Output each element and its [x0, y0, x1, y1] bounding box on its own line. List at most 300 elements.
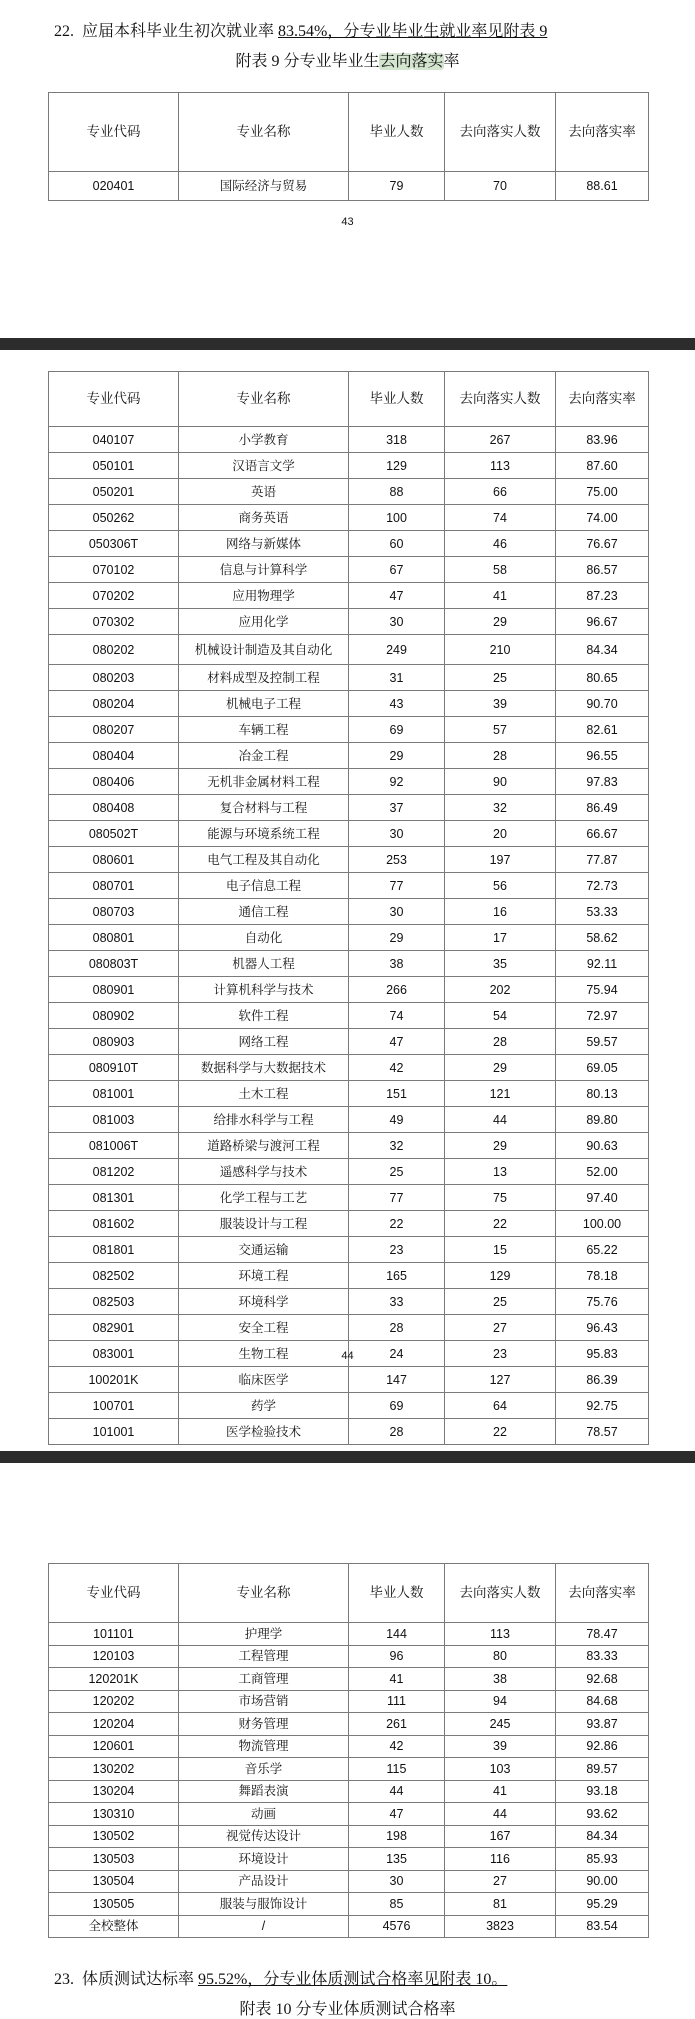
- cell-major-code: 080601: [49, 847, 179, 873]
- cell-placed-count: 25: [445, 665, 556, 691]
- cell-major-code: 082503: [49, 1289, 179, 1315]
- caption-suffix: 率: [443, 53, 460, 70]
- table-row: [49, 1893, 649, 1916]
- cell-placement-rate: 87.60: [556, 453, 649, 479]
- cell-major-name: 舞蹈表演: [179, 1780, 349, 1803]
- table-row: [49, 951, 649, 977]
- cell-placed-count: 197: [445, 847, 556, 873]
- cell-major-name: 化学工程与工艺: [179, 1185, 349, 1211]
- cell-major-code: 070102: [49, 557, 179, 583]
- table-row: [49, 1003, 649, 1029]
- cell-major-name: 财务管理: [179, 1713, 349, 1736]
- cell-major-code: 082502: [49, 1263, 179, 1289]
- cell-placed-count: 13: [445, 1159, 556, 1185]
- table-row: [49, 925, 649, 951]
- cell-major-code: 120202: [49, 1690, 179, 1713]
- cell-major-name: 应用化学: [179, 609, 349, 635]
- cell-graduates: 31: [349, 665, 445, 691]
- cell-graduates: 29: [349, 925, 445, 951]
- header-major-name: 专业名称: [179, 1564, 349, 1623]
- cell-placement-rate: 75.76: [556, 1289, 649, 1315]
- table-row: [49, 795, 649, 821]
- cell-placed-count: 121: [445, 1081, 556, 1107]
- table-9-caption: [0, 48, 695, 71]
- cell-major-name: 服装设计与工程: [179, 1211, 349, 1237]
- cell-placement-rate: 88.61: [556, 172, 649, 201]
- cell-placed-count: 23: [445, 1341, 556, 1367]
- cell-major-code: 120204: [49, 1713, 179, 1736]
- table-row: [49, 1690, 649, 1713]
- table-row: [49, 1133, 649, 1159]
- cell-placed-count: 22: [445, 1419, 556, 1445]
- cell-major-code: 080803T: [49, 951, 179, 977]
- cell-major-code: 050306T: [49, 531, 179, 557]
- cell-placement-rate: 78.47: [556, 1623, 649, 1646]
- cell-placed-count: 28: [445, 1029, 556, 1055]
- cell-placement-rate: 52.00: [556, 1159, 649, 1185]
- cell-major-name: 国际经济与贸易: [179, 172, 349, 201]
- cell-placement-rate: 92.11: [556, 951, 649, 977]
- cell-major-code: 020401: [49, 172, 179, 201]
- cell-placement-rate: 90.70: [556, 691, 649, 717]
- table-row: [49, 1029, 649, 1055]
- cell-graduates: 135: [349, 1848, 445, 1871]
- table-row: [49, 665, 649, 691]
- cell-placed-count: 46: [445, 531, 556, 557]
- cell-major-name: 汉语言文学: [179, 453, 349, 479]
- cell-placement-rate: 80.13: [556, 1081, 649, 1107]
- cell-major-name: 网络工程: [179, 1029, 349, 1055]
- cell-major-name: 电气工程及其自动化: [179, 847, 349, 873]
- table-row: [49, 609, 649, 635]
- table-row: [49, 769, 649, 795]
- cell-placement-rate: 93.87: [556, 1713, 649, 1736]
- cell-placed-count: 54: [445, 1003, 556, 1029]
- cell-major-name: /: [179, 1915, 349, 1938]
- cell-placement-rate: 89.80: [556, 1107, 649, 1133]
- cell-major-code: 130505: [49, 1893, 179, 1916]
- cell-placement-rate: 96.67: [556, 609, 649, 635]
- cell-major-name: 网络与新媒体: [179, 531, 349, 557]
- cell-graduates: 318: [349, 427, 445, 453]
- cell-major-name: 工商管理: [179, 1668, 349, 1691]
- cell-placed-count: 22: [445, 1211, 556, 1237]
- table-row: [49, 1713, 649, 1736]
- cell-graduates: 44: [349, 1780, 445, 1803]
- section-number: 23.: [54, 1971, 74, 1988]
- table-row: [49, 1668, 649, 1691]
- cell-placed-count: 41: [445, 583, 556, 609]
- header-graduates: 毕业人数: [349, 1564, 445, 1623]
- cell-graduates: 24: [349, 1341, 445, 1367]
- header-placement-rate: 去向落实率: [556, 372, 649, 427]
- cell-placed-count: 80: [445, 1645, 556, 1668]
- table-row: [49, 505, 649, 531]
- cell-graduates: 28: [349, 1315, 445, 1341]
- cell-graduates: 29: [349, 743, 445, 769]
- cell-graduates: 96: [349, 1645, 445, 1668]
- table-row: [49, 1289, 649, 1315]
- cell-major-code: 080406: [49, 769, 179, 795]
- employment-table-page-45: [48, 1563, 649, 1938]
- cell-major-name: 计算机科学与技术: [179, 977, 349, 1003]
- cell-major-name: 临床医学: [179, 1367, 349, 1393]
- cell-placement-rate: 83.96: [556, 427, 649, 453]
- cell-major-name: 能源与环境系统工程: [179, 821, 349, 847]
- cell-graduates: 92: [349, 769, 445, 795]
- cell-graduates: 30: [349, 1870, 445, 1893]
- table-row: [49, 717, 649, 743]
- table-row: [49, 635, 649, 665]
- table-row: [49, 1159, 649, 1185]
- cell-placement-rate: 83.54: [556, 1915, 649, 1938]
- cell-placement-rate: 53.33: [556, 899, 649, 925]
- cell-major-code: 040107: [49, 427, 179, 453]
- cell-placement-rate: 92.68: [556, 1668, 649, 1691]
- table-row: [49, 1185, 649, 1211]
- cell-major-code: 130202: [49, 1758, 179, 1781]
- cell-placement-rate: 84.34: [556, 1825, 649, 1848]
- cell-graduates: 111: [349, 1690, 445, 1713]
- cell-graduates: 47: [349, 1803, 445, 1826]
- cell-placed-count: 81: [445, 1893, 556, 1916]
- cell-placement-rate: 74.00: [556, 505, 649, 531]
- table-row: [49, 1263, 649, 1289]
- cell-placement-rate: 84.68: [556, 1690, 649, 1713]
- cell-graduates: 33: [349, 1289, 445, 1315]
- section-link-text: 83.54%，分专业毕业生就业率见附表 9: [278, 23, 548, 40]
- header-major-name: 专业名称: [179, 93, 349, 172]
- cell-major-name: 电子信息工程: [179, 873, 349, 899]
- cell-major-code: 050101: [49, 453, 179, 479]
- cell-placement-rate: 90.00: [556, 1870, 649, 1893]
- cell-major-name: 视觉传达设计: [179, 1825, 349, 1848]
- cell-graduates: 23: [349, 1237, 445, 1263]
- cell-major-name: 市场营销: [179, 1690, 349, 1713]
- cell-placed-count: 103: [445, 1758, 556, 1781]
- table-row: [49, 1758, 649, 1781]
- table-row: [49, 873, 649, 899]
- cell-major-name: 道路桥梁与渡河工程: [179, 1133, 349, 1159]
- table-row: [49, 1081, 649, 1107]
- cell-graduates: 32: [349, 1133, 445, 1159]
- cell-major-name: 音乐学: [179, 1758, 349, 1781]
- cell-placement-rate: 86.49: [556, 795, 649, 821]
- cell-placement-rate: 69.05: [556, 1055, 649, 1081]
- cell-major-name: 通信工程: [179, 899, 349, 925]
- cell-placed-count: 39: [445, 1735, 556, 1758]
- cell-major-code: 080701: [49, 873, 179, 899]
- cell-placed-count: 29: [445, 1133, 556, 1159]
- cell-major-name: 动画: [179, 1803, 349, 1826]
- cell-major-name: 应用物理学: [179, 583, 349, 609]
- cell-placement-rate: 78.57: [556, 1419, 649, 1445]
- cell-major-code: 130503: [49, 1848, 179, 1871]
- section-text: 应届本科毕业生初次就业率: [82, 23, 279, 40]
- cell-graduates: 129: [349, 453, 445, 479]
- cell-major-code: 080502T: [49, 821, 179, 847]
- cell-major-code: 080404: [49, 743, 179, 769]
- table-header-row: [49, 1564, 649, 1623]
- cell-placed-count: 29: [445, 609, 556, 635]
- cell-major-code: 080910T: [49, 1055, 179, 1081]
- cell-placed-count: 116: [445, 1848, 556, 1871]
- header-placed-count: 去向落实人数: [445, 372, 556, 427]
- cell-placed-count: 66: [445, 479, 556, 505]
- table-row: [49, 172, 649, 201]
- page-separator: [0, 338, 695, 350]
- cell-major-code: 120201K: [49, 1668, 179, 1691]
- cell-major-name: 机械设计制造及其自动化: [179, 635, 349, 665]
- table-row: [49, 1237, 649, 1263]
- cell-placement-rate: 95.29: [556, 1893, 649, 1916]
- cell-placement-rate: 76.67: [556, 531, 649, 557]
- header-major-code: 专业代码: [49, 93, 179, 172]
- cell-graduates: 49: [349, 1107, 445, 1133]
- cell-graduates: 100: [349, 505, 445, 531]
- employment-table-page-43: [48, 92, 649, 201]
- cell-placed-count: 17: [445, 925, 556, 951]
- cell-placement-rate: 87.23: [556, 583, 649, 609]
- header-placement-rate: 去向落实率: [556, 93, 649, 172]
- cell-placed-count: 56: [445, 873, 556, 899]
- cell-placed-count: 267: [445, 427, 556, 453]
- cell-graduates: 30: [349, 609, 445, 635]
- table-row: [49, 427, 649, 453]
- cell-major-code: 080203: [49, 665, 179, 691]
- cell-major-code: 081001: [49, 1081, 179, 1107]
- cell-placement-rate: 86.39: [556, 1367, 649, 1393]
- table-row: [49, 1645, 649, 1668]
- cell-major-code: 080204: [49, 691, 179, 717]
- cell-major-code: 050262: [49, 505, 179, 531]
- cell-placement-rate: 97.40: [556, 1185, 649, 1211]
- table-row: [49, 531, 649, 557]
- cell-major-name: 医学检验技术: [179, 1419, 349, 1445]
- cell-major-code: 080202: [49, 635, 179, 665]
- cell-placed-count: 15: [445, 1237, 556, 1263]
- cell-graduates: 77: [349, 1185, 445, 1211]
- cell-placed-count: 32: [445, 795, 556, 821]
- cell-placed-count: 202: [445, 977, 556, 1003]
- cell-major-code: 080903: [49, 1029, 179, 1055]
- section-link-text: 95.52%，分专业体质测试合格率见附表 10。: [198, 1971, 508, 1988]
- cell-placed-count: 27: [445, 1315, 556, 1341]
- cell-placed-count: 27: [445, 1870, 556, 1893]
- cell-major-name: 环境科学: [179, 1289, 349, 1315]
- cell-graduates: 144: [349, 1623, 445, 1646]
- cell-major-name: 土木工程: [179, 1081, 349, 1107]
- cell-major-name: 信息与计算科学: [179, 557, 349, 583]
- cell-graduates: 88: [349, 479, 445, 505]
- cell-graduates: 253: [349, 847, 445, 873]
- cell-placement-rate: 66.67: [556, 821, 649, 847]
- table-row: [49, 1870, 649, 1893]
- cell-major-name: 服装与服饰设计: [179, 1893, 349, 1916]
- section-number: 22.: [54, 23, 74, 40]
- cell-major-name: 产品设计: [179, 1870, 349, 1893]
- table-row: [49, 821, 649, 847]
- caption-highlight: 落实: [411, 53, 444, 70]
- table-row: [49, 1803, 649, 1826]
- cell-graduates: 74: [349, 1003, 445, 1029]
- cell-placement-rate: 59.57: [556, 1029, 649, 1055]
- cell-major-code: 081602: [49, 1211, 179, 1237]
- cell-placed-count: 64: [445, 1393, 556, 1419]
- cell-placed-count: 41: [445, 1780, 556, 1803]
- cell-major-name: 安全工程: [179, 1315, 349, 1341]
- cell-major-code: 130502: [49, 1825, 179, 1848]
- cell-placed-count: 57: [445, 717, 556, 743]
- cell-graduates: 43: [349, 691, 445, 717]
- cell-major-code: 080801: [49, 925, 179, 951]
- cell-graduates: 38: [349, 951, 445, 977]
- cell-graduates: 69: [349, 1393, 445, 1419]
- table-row: [49, 1055, 649, 1081]
- cell-major-code: 080901: [49, 977, 179, 1003]
- cell-major-code: 120103: [49, 1645, 179, 1668]
- header-major-code: 专业代码: [49, 372, 179, 427]
- cell-placed-count: 129: [445, 1263, 556, 1289]
- header-major-name: 专业名称: [179, 372, 349, 427]
- cell-placement-rate: 85.93: [556, 1848, 649, 1871]
- table-row: [49, 1848, 649, 1871]
- cell-major-code: 130310: [49, 1803, 179, 1826]
- cell-placement-rate: 84.34: [556, 635, 649, 665]
- cell-major-code: 081801: [49, 1237, 179, 1263]
- caption-prefix: 附表 9 分专业毕业生: [235, 53, 380, 70]
- cell-placed-count: 3823: [445, 1915, 556, 1938]
- header-placed-count: 去向落实人数: [445, 93, 556, 172]
- cell-graduates: 85: [349, 1893, 445, 1916]
- cell-placement-rate: 58.62: [556, 925, 649, 951]
- table-10-caption: 附表 10 分专业体质测试合格率: [239, 2001, 456, 2018]
- cell-major-name: 物流管理: [179, 1735, 349, 1758]
- cell-major-code: 130204: [49, 1780, 179, 1803]
- cell-major-code: 080207: [49, 717, 179, 743]
- cell-major-name: 交通运输: [179, 1237, 349, 1263]
- cell-placed-count: 127: [445, 1367, 556, 1393]
- cell-major-name: 车辆工程: [179, 717, 349, 743]
- cell-placed-count: 29: [445, 1055, 556, 1081]
- cell-placement-rate: 72.97: [556, 1003, 649, 1029]
- header-placement-rate: 去向落实率: [556, 1564, 649, 1623]
- table-row: [49, 1735, 649, 1758]
- cell-placement-rate: 90.63: [556, 1133, 649, 1159]
- table-row: [49, 1915, 649, 1938]
- cell-major-code: 全校整体: [49, 1915, 179, 1938]
- section-23-paragraph: [54, 1966, 507, 1989]
- cell-major-code: 101001: [49, 1419, 179, 1445]
- cell-graduates: 4576: [349, 1915, 445, 1938]
- cell-major-name: 软件工程: [179, 1003, 349, 1029]
- cell-placed-count: 74: [445, 505, 556, 531]
- cell-graduates: 41: [349, 1668, 445, 1691]
- cell-major-code: 081301: [49, 1185, 179, 1211]
- cell-placement-rate: 77.87: [556, 847, 649, 873]
- cell-placed-count: 25: [445, 1289, 556, 1315]
- cell-placement-rate: 89.57: [556, 1758, 649, 1781]
- cell-major-code: 100201K: [49, 1367, 179, 1393]
- cell-graduates: 47: [349, 1029, 445, 1055]
- cell-major-name: 给排水科学与工程: [179, 1107, 349, 1133]
- cell-graduates: 28: [349, 1419, 445, 1445]
- cell-major-name: 环境工程: [179, 1263, 349, 1289]
- cell-major-code: 070302: [49, 609, 179, 635]
- table-row: [49, 691, 649, 717]
- table-row: [49, 453, 649, 479]
- cell-graduates: 69: [349, 717, 445, 743]
- page-separator: [0, 1451, 695, 1463]
- cell-placed-count: 58: [445, 557, 556, 583]
- cell-major-code: 130504: [49, 1870, 179, 1893]
- cell-placement-rate: 93.62: [556, 1803, 649, 1826]
- cell-placement-rate: 95.83: [556, 1341, 649, 1367]
- cell-major-name: 无机非金属材料工程: [179, 769, 349, 795]
- table-row: [49, 583, 649, 609]
- cell-placement-rate: 96.55: [556, 743, 649, 769]
- cell-major-name: 冶金工程: [179, 743, 349, 769]
- cell-graduates: 198: [349, 1825, 445, 1848]
- cell-major-name: 商务英语: [179, 505, 349, 531]
- cell-major-code: 083001: [49, 1341, 179, 1367]
- cell-major-code: 080703: [49, 899, 179, 925]
- cell-placement-rate: 96.43: [556, 1315, 649, 1341]
- section-22-paragraph: [54, 18, 547, 41]
- cell-graduates: 79: [349, 172, 445, 201]
- cell-graduates: 261: [349, 1713, 445, 1736]
- cell-placed-count: 113: [445, 453, 556, 479]
- employment-table-page-44: [48, 371, 649, 1445]
- cell-major-code: 080902: [49, 1003, 179, 1029]
- cell-major-code: 120601: [49, 1735, 179, 1758]
- cell-graduates: 30: [349, 899, 445, 925]
- cell-placed-count: 167: [445, 1825, 556, 1848]
- cell-major-name: 复合材料与工程: [179, 795, 349, 821]
- table-row: [49, 1780, 649, 1803]
- cell-placed-count: 20: [445, 821, 556, 847]
- cell-major-name: 机械电子工程: [179, 691, 349, 717]
- cell-placed-count: 90: [445, 769, 556, 795]
- cell-major-name: 自动化: [179, 925, 349, 951]
- cell-placed-count: 75: [445, 1185, 556, 1211]
- cell-placed-count: 16: [445, 899, 556, 925]
- cell-placement-rate: 78.18: [556, 1263, 649, 1289]
- cell-major-code: 081006T: [49, 1133, 179, 1159]
- cell-major-name: 数据科学与大数据技术: [179, 1055, 349, 1081]
- cell-major-name: 环境设计: [179, 1848, 349, 1871]
- cell-graduates: 115: [349, 1758, 445, 1781]
- cell-graduates: 147: [349, 1367, 445, 1393]
- cell-graduates: 42: [349, 1735, 445, 1758]
- cell-major-name: 材料成型及控制工程: [179, 665, 349, 691]
- table-row: [49, 1623, 649, 1646]
- table-row: [49, 1367, 649, 1393]
- cell-placed-count: 44: [445, 1803, 556, 1826]
- cell-major-code: 081202: [49, 1159, 179, 1185]
- cell-major-code: 050201: [49, 479, 179, 505]
- cell-graduates: 22: [349, 1211, 445, 1237]
- cell-major-code: 100701: [49, 1393, 179, 1419]
- cell-placed-count: 39: [445, 691, 556, 717]
- cell-placement-rate: 86.57: [556, 557, 649, 583]
- table-row: [49, 1315, 649, 1341]
- cell-placed-count: 210: [445, 635, 556, 665]
- table-row: [49, 1419, 649, 1445]
- cell-graduates: 77: [349, 873, 445, 899]
- cell-placement-rate: 75.94: [556, 977, 649, 1003]
- header-graduates: 毕业人数: [349, 372, 445, 427]
